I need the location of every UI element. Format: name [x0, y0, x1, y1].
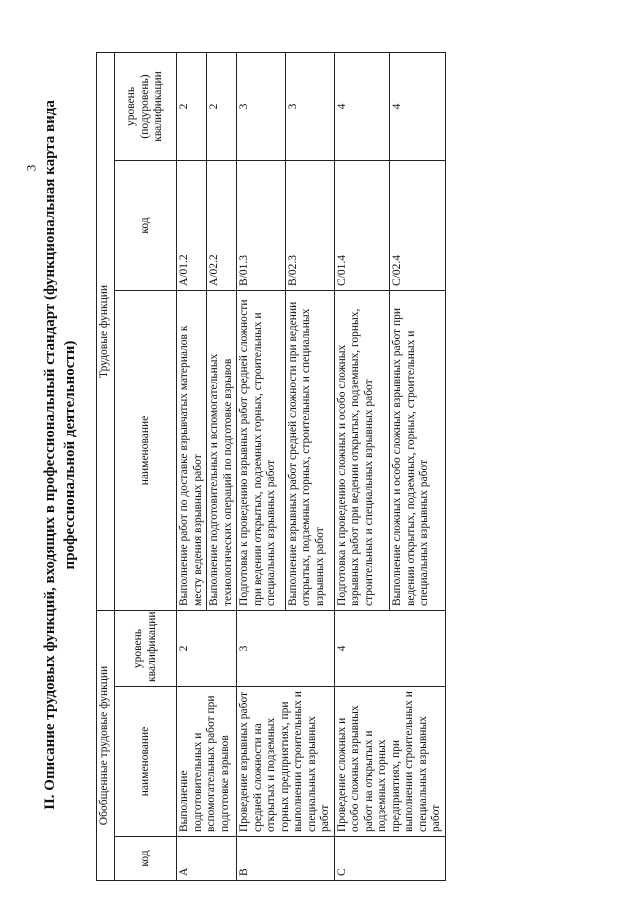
header-function-code: код — [115, 160, 177, 290]
function-name: Выполнение работ по доставке взрывчатых материалов к месту ведения взрывных работ — [177, 290, 207, 610]
header-function-level: уровень (подуровень) квалификации — [115, 52, 177, 160]
function-code: A/01.2 — [177, 160, 207, 290]
group-name: Выполнение подготовительных и вспомогательных работ при подготовке взрывов — [177, 687, 237, 837]
group-level: 2 — [177, 610, 237, 686]
header-function-name: наименование — [115, 290, 177, 610]
function-name: Выполнение сложных и особо сложных взрывных работ при ведении открытых, подземных, горных, строительных и специальных взрывных работ — [390, 290, 446, 610]
function-name: Выполнение взрывных работ средней сложности при ведении открытых, подземных горных, строительных и специальных взрывных работ — [285, 290, 334, 610]
page-number: 3 — [23, 164, 39, 172]
function-code: B/02.3 — [285, 160, 334, 290]
group-name: Проведение сложных и особо сложных взрывных работ на открытых и подземных горных предприятиях, при выполнении строительных и специальных взрывных работ — [334, 687, 445, 837]
header-name: наименование — [115, 687, 177, 837]
group-level: 3 — [237, 610, 335, 686]
function-code: C/01.4 — [334, 160, 390, 290]
function-level: 3 — [237, 52, 286, 160]
title-line-2: профессиональной деятельности) — [62, 340, 78, 570]
group-name: Проведение взрывных работ средней сложности на открытых и подземных горных предприятиях, при выполнении строительных и специальных взрывных работ — [237, 687, 335, 837]
function-level: 4 — [390, 52, 446, 160]
header-code: код — [115, 837, 177, 881]
table-row — [237, 52, 286, 880]
group-code: B — [237, 837, 335, 881]
section-title — [40, 25, 80, 885]
header-generalized-functions: Обобщенные трудовые функции — [97, 610, 115, 880]
group-code: A — [177, 837, 237, 881]
function-code: C/02.4 — [390, 160, 446, 290]
group-level: 4 — [334, 610, 445, 686]
table-row — [334, 52, 390, 880]
table-row — [177, 52, 207, 880]
title-line-1: II. Описание трудовых функций, входящих в профессиональный стандарт (функциональная карта вида — [42, 100, 58, 810]
function-name: Подготовка к проведению сложных и особо сложных взрывных работ при ведении открытых, подземных, горных, строительных и специальных взрывных работ — [334, 290, 390, 610]
function-level: 4 — [334, 52, 390, 160]
function-code: B/01.3 — [237, 160, 286, 290]
group-code: C — [334, 837, 445, 881]
function-name: Подготовка к проведению взрывных работ средней сложности при ведении открытых, подземных горных, строительных и специальных взрывных работ — [237, 290, 286, 610]
header-level: уровень квалификации — [115, 610, 177, 686]
header-labor-functions: Трудовые функции — [97, 52, 115, 610]
function-name: Выполнение подготовительных и вспомогательных технологических операций по подготовке взрывов — [207, 290, 237, 610]
functional-map-table — [96, 52, 446, 881]
function-code: A/02.2 — [207, 160, 237, 290]
rotated-page-content — [40, 25, 640, 885]
function-level: 2 — [207, 52, 237, 160]
function-level: 2 — [177, 52, 207, 160]
function-level: 3 — [285, 52, 334, 160]
header-row-columns — [115, 52, 177, 880]
header-row-groups — [97, 52, 115, 880]
